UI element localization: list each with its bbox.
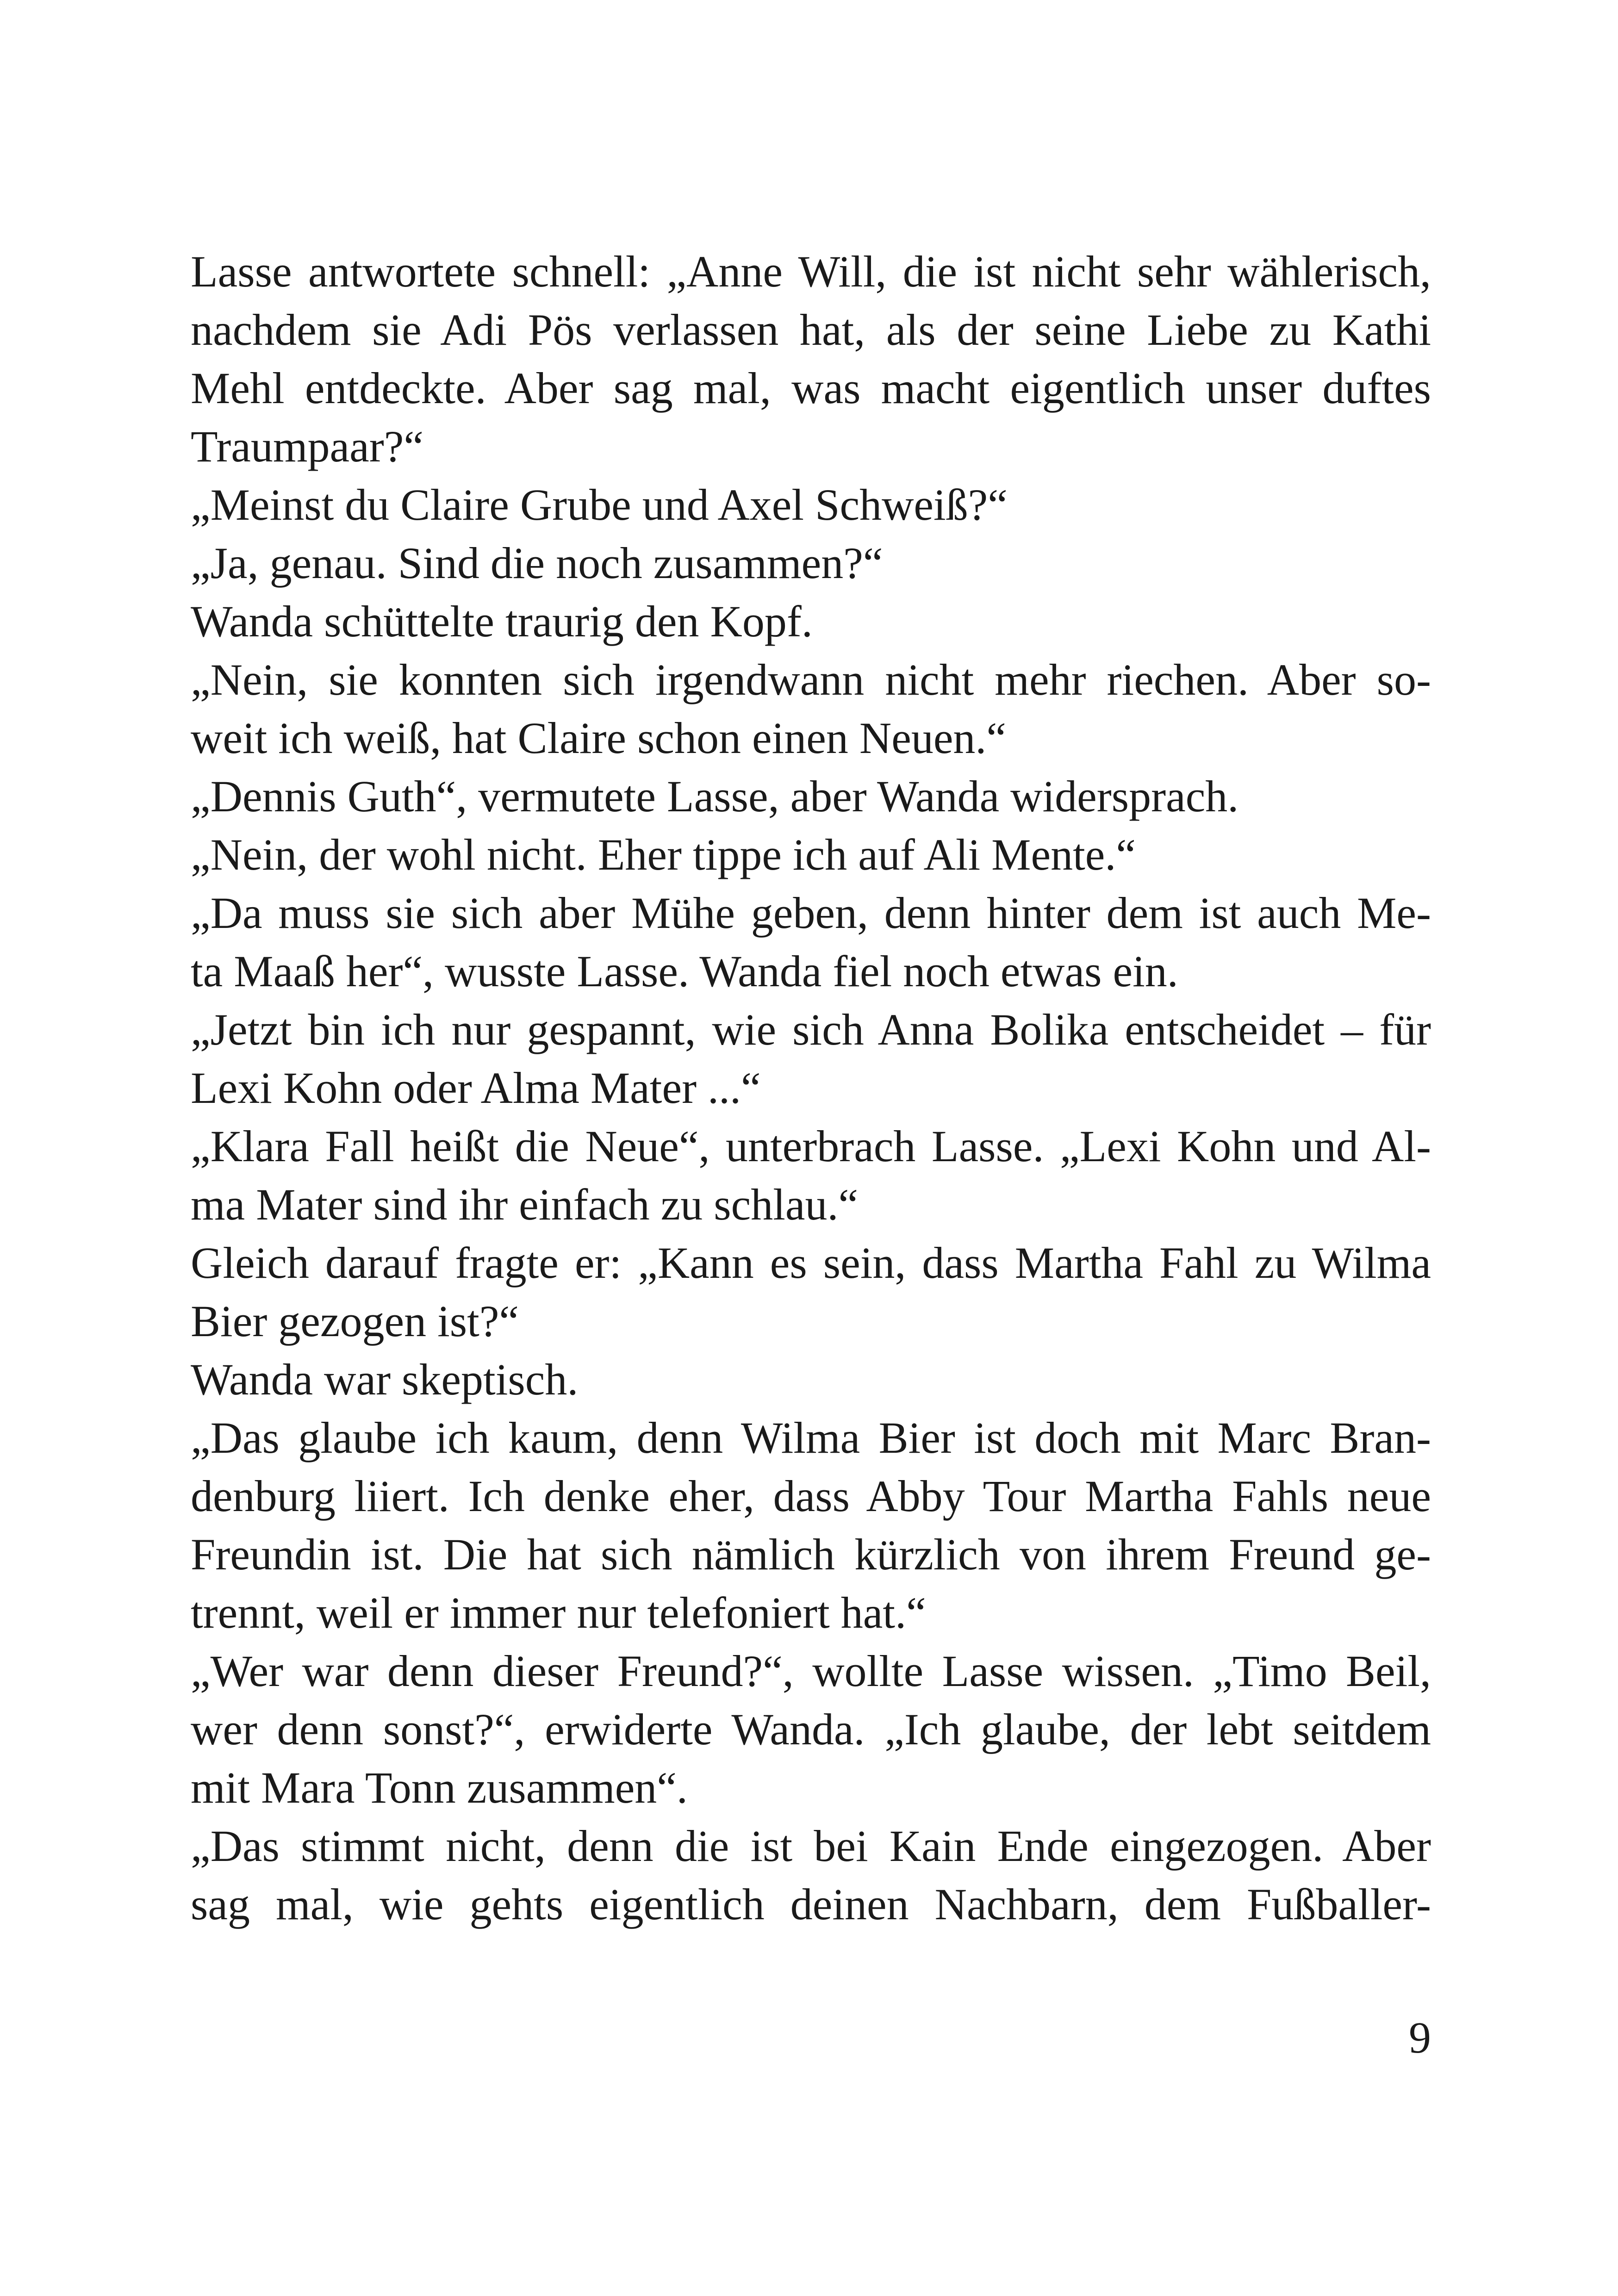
text-line: Wanda war skeptisch.: [191, 1355, 579, 1404]
text-line: ta Maaß her“, wusste Lasse. Wanda fiel noch etwas ein.: [191, 946, 1178, 996]
text-line: Lexi Kohn oder Alma Mater ...“: [191, 1063, 761, 1113]
text-line: Gleich darauf fragte er: „Kann es sein, dass Martha Fahl zu Wilma: [191, 1238, 1431, 1288]
text-line: denburg liiert. Ich denke eher, dass Abby Tour Martha Fahls neue: [191, 1471, 1431, 1521]
text-line: „Das stimmt nicht, denn die ist bei Kain Ende eingezogen. Aber: [191, 1821, 1431, 1871]
page-number: 9: [1409, 2013, 1431, 2062]
text-line: „Ja, genau. Sind die noch zusammen?“: [191, 538, 883, 588]
text-line: „Dennis Guth“, vermutete Lasse, aber Wanda widersprach.: [191, 772, 1239, 821]
text-line: „Nein, sie konnten sich irgendwann nicht mehr riechen. Aber so-: [191, 655, 1431, 704]
text-line: mit Mara Tonn zusammen“.: [191, 1763, 688, 1812]
text-line: weit ich weiß, hat Claire schon einen Neuen.“: [191, 713, 1007, 763]
text-line: nachdem sie Adi Pös verlassen hat, als der seine Liebe zu Kathi: [191, 305, 1431, 355]
text-line: „Jetzt bin ich nur gespannt, wie sich Anna Bolika entscheidet – für: [191, 1005, 1431, 1054]
text-line: wer denn sonst?“, erwiderte Wanda. „Ich glaube, der lebt seitdem: [191, 1705, 1431, 1754]
text-line: sag mal, wie gehts eigentlich deinen Nachbarn, dem Fußballer-: [191, 1879, 1431, 1929]
text-line: „Nein, der wohl nicht. Eher tippe ich auf Ali Mente.“: [191, 830, 1136, 879]
text-line: Freundin ist. Die hat sich nämlich kürzlich von ihrem Freund ge-: [191, 1530, 1431, 1579]
text-line: Traumpaar?“: [191, 422, 423, 471]
text-line: Bier gezogen ist?“: [191, 1296, 519, 1346]
body-text: [191, 243, 1431, 1934]
text-line: trennt, weil er immer nur telefoniert hat.“: [191, 1588, 926, 1637]
text-line: Lasse antwortete schnell: „Anne Will, die ist nicht sehr wählerisch,: [191, 247, 1431, 296]
text-line: Wanda schüttelte traurig den Kopf.: [191, 597, 813, 646]
text-line: „Wer war denn dieser Freund?“, wollte Lasse wissen. „Timo Beil,: [191, 1646, 1431, 1696]
text-line: ma Mater sind ihr einfach zu schlau.“: [191, 1180, 859, 1229]
text-line: „Meinst du Claire Grube und Axel Schweiß?“: [191, 480, 1008, 529]
text-line: „Das glaube ich kaum, denn Wilma Bier ist doch mit Marc Bran-: [191, 1413, 1431, 1462]
text-line: „Klara Fall heißt die Neue“, unterbrach Lasse. „Lexi Kohn und Al-: [191, 1121, 1431, 1171]
text-line: Mehl entdeckte. Aber sag mal, was macht eigentlich unser duftes: [191, 363, 1431, 413]
text-line: „Da muss sie sich aber Mühe geben, denn hinter dem ist auch Me-: [191, 888, 1431, 938]
